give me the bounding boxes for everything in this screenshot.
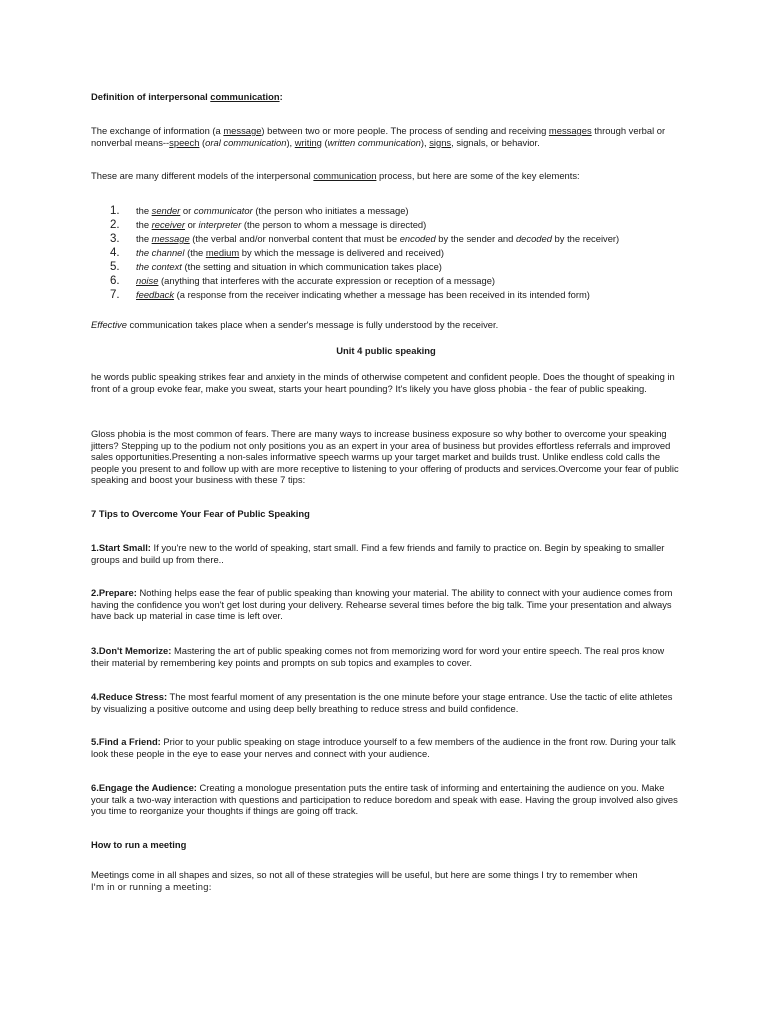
definition-paragraph: The exchange of information (a message) between two or more people. The process of sending and receiving messages through verbal or nonverbal means--speech (oral communication), writing (written communication), signs, signals, or behavior. (91, 125, 666, 148)
sender-link[interactable]: sender (151, 205, 181, 216)
writing-link[interactable]: writing (294, 136, 322, 148)
tip-2: 2.Prepare: Nothing helps ease the fear of public speaking than knowing your material. The ability to connect with your audience comes from having the confidence you won't get lost during your delivery. Rehearse several times before the big talk. Time your presentation and always have back up material in case time is left over. (91, 587, 673, 622)
intro-paragraph-2: Gloss phobia is the most common of fears. There are many ways to increase business exposure so why bother to overcome your speaking jitters? Stepping up to the podium not only positions you as an expert in your area of business but provides effortless referrals and improved sales opportunities.Presenting a non-sales informative speech warms up your target market and builds trust. Unlike endless cold calls the people you present to and follow up with are more receptive to listening to your offering of products and services.Overcome your fear of public speaking and boost your business with these 7 tips: (91, 428, 679, 486)
receiver-link[interactable]: receiver (151, 219, 185, 230)
tips-heading: 7 Tips to Overcome Your Fear of Public Speaking (91, 508, 310, 519)
list-item: 7. feedback (a response from the receiver indicating whether a message has been received in its intended form) (110, 289, 590, 301)
intro-paragraph-1: he words public speaking strikes fear and anxiety in the minds of otherwise competent and confident people. Does the thought of speaking in front of a group evoke fear, make you sweat, starts your heart pounding? It's likely you have gloss phobia - the fear of public speaking. (91, 371, 675, 394)
list-item: 4. the channel (the medium by which the message is delivered and received) (110, 247, 444, 259)
tip-6: 6.Engage the Audience: Creating a monologue presentation puts the entire task of informing and entertaining the audience on you. Make your talk a two-way interaction with questions and participation to reduce boredom and speak with ease. Having the group involved also gives you time to reorganize your thoughts if things are going off track. (91, 782, 678, 817)
noise-link[interactable]: noise (136, 275, 159, 286)
tip-4: 4.Reduce Stress: The most fearful moment of any presentation is the one minute before your stage entrance. Use the tactic of elite athletes by visualizing a positive outcome and using deep belly breathing to reduce stress and build confidence. (91, 691, 673, 714)
list-item: 5. the context (the setting and situation in which communication takes place) (110, 261, 442, 273)
tip-3: 3.Don't Memorize: Mastering the art of public speaking comes not from memorizing word for word your entire speech. The real pros know their material by remembering key points and prompts on sub topics and examples to cover. (91, 645, 665, 668)
feedback-link[interactable]: feedback (136, 289, 175, 300)
key-elements-list (110, 204, 690, 302)
message-link[interactable]: message (223, 125, 262, 136)
medium-link[interactable]: medium (205, 247, 240, 258)
list-item: 2. the receiver or interpreter (the person to whom a message is directed) (110, 219, 427, 231)
meeting-paragraph: Meetings come in all shapes and sizes, so not all of these strategies will be useful, but here are some things I try to remember when I'm in or running a meeting: (91, 869, 638, 893)
tip-1: 1.Start Small: If you're new to the world of speaking, start small. Find a few friends and family to practice on. Begin by speaking to smaller groups and build up from there.. (91, 542, 665, 565)
definition-heading: Definition of interpersonal communication: (91, 91, 283, 102)
communication-link-2[interactable]: communication (313, 170, 377, 181)
unit-heading: Unit 4 public speaking (336, 345, 436, 356)
models-paragraph: These are many different models of the interpersonal communication process, but here are some of the key elements: (91, 170, 580, 181)
signs-link[interactable]: signs (429, 136, 452, 148)
communication-link[interactable]: communication (210, 91, 280, 102)
list-item: 1. the sender or communicator (the person who initiates a message) (110, 205, 409, 217)
list-item: 6. noise (anything that interferes with the accurate expression or reception of a message) (110, 275, 496, 287)
meeting-heading: How to run a meeting (91, 839, 187, 850)
message-link-2[interactable]: message (151, 233, 190, 244)
messages-link[interactable]: messages (548, 125, 592, 136)
list-item: 3. the message (the verbal and/or nonverbal content that must be encoded by the sender and decoded by the receiver) (110, 233, 620, 245)
tip-5: 5.Find a Friend: Prior to your public speaking on stage introduce yourself to a few members of the audience in the front row. During your talk look these people in the eye to ease your nerves and connect with your audience. (91, 736, 676, 759)
speech-link[interactable]: speech (169, 136, 200, 148)
effective-paragraph: Effective communication takes place when a sender's message is fully understood by the receiver. (91, 319, 499, 330)
